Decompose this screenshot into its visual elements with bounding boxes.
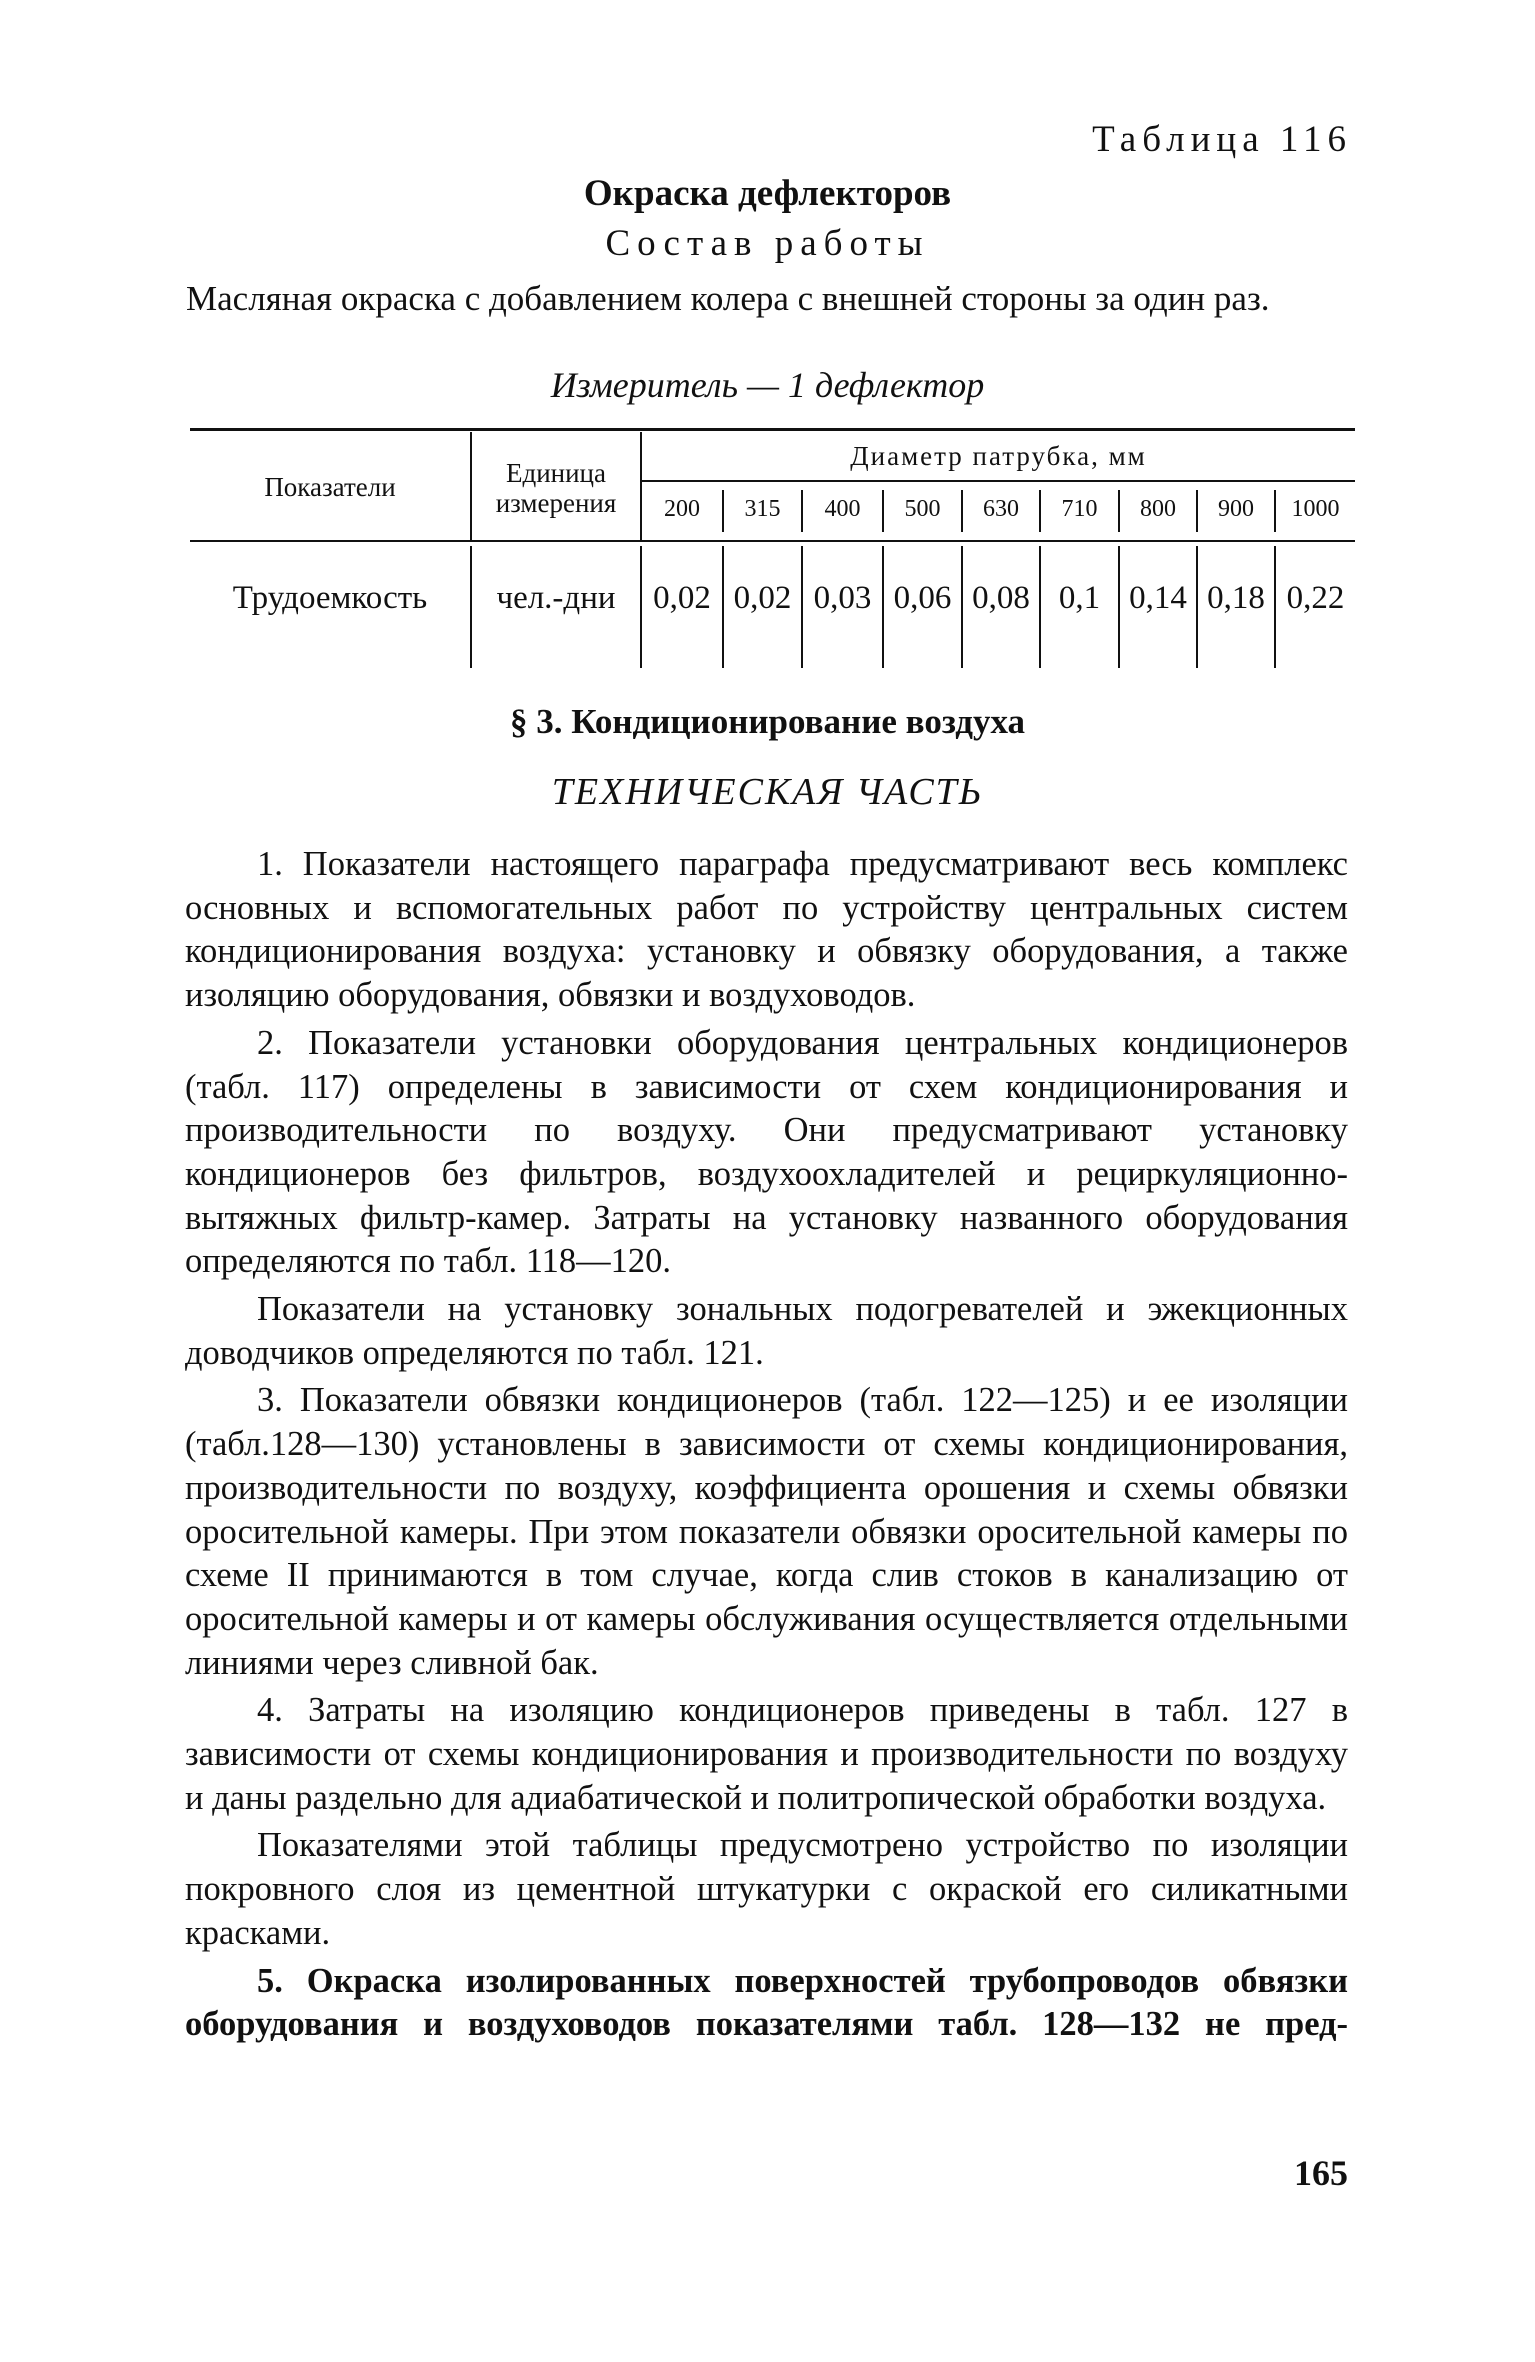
table-cell: 0,06	[893, 580, 952, 616]
table-header-rule	[190, 540, 1355, 542]
section-heading: § 3. Кондиционирование воздуха	[509, 702, 1026, 741]
norms-table	[190, 428, 1355, 673]
diameter-header: 400	[824, 496, 861, 522]
table-cell: 0,02	[733, 580, 792, 616]
meter-line: Измеритель — 1 дефлектор	[550, 365, 985, 405]
table-cell: 0,02	[653, 580, 711, 616]
table-number: Таблица 116	[1092, 119, 1352, 160]
table-cell: 0,1	[1058, 580, 1101, 616]
col-header-unit: Единица измерения	[495, 458, 617, 518]
table-sub-rule	[640, 480, 1355, 482]
body-text	[185, 843, 1348, 2051]
paragraph: 3. Показатели обвязки кондиционеров (табл. 122—125) и ее изоляции (табл.128—130) установлены в зависимости от схемы кондиционирования, производительности по воздуху, коэффициента орошения и схемы обвязки оросительной камеры. При этом показатели обвязки оросительной камеры по схеме II принимаются в том случае, когда слив стоков в канализацию от оросительной камеры и от камеры обслуживания осуществляется отдельными линиями через сливной бак.	[185, 1381, 1348, 1682]
paragraph: 5. Окраска изолированных поверхностей трубопроводов обвязки оборудования и воздуховодов показателями табл. 128—132 не пред-	[185, 1961, 1348, 2044]
paragraph: Показателями этой таблицы предусмотрено устройство по изоляции покровного слоя из цементной штукатурки с окраской его силикатными красками.	[185, 1826, 1348, 1952]
paragraph: 1. Показатели настоящего параграфа предусматривают весь комплекс основных и вспомогательных работ по устройству центральных систем кондиционирования воздуха: установку и обвязку оборудования, а также изоляцию оборудования, обвязки и воздуховодов.	[185, 845, 1348, 1015]
col-header-diameter: Диаметр патрубка, мм	[850, 441, 1147, 471]
composition-heading: Состав работы	[605, 223, 930, 264]
diameter-header: 900	[1218, 496, 1254, 522]
paragraph: 4. Затраты на изоляцию кондиционеров приведены в табл. 127 в зависимости от схемы кондиционирования и производительности по воздуху и даны раздельно для адиабатической и политропической обработки воздуха.	[185, 1691, 1348, 1817]
table-top-rule	[190, 428, 1355, 431]
work-description: Масляная окраска с добавлением колера с внешней стороны за один раз.	[186, 279, 1270, 318]
diameter-header: 315	[744, 496, 781, 522]
section-subheading: ТЕХНИЧЕСКАЯ ЧАСТЬ	[551, 771, 984, 813]
diameter-header: 1000	[1291, 496, 1340, 522]
diameter-header: 800	[1140, 496, 1176, 522]
table-cell: 0,08	[972, 580, 1030, 616]
diameter-header: 200	[664, 496, 700, 522]
diameter-header: 630	[983, 496, 1019, 522]
row-unit: чел.-дни	[496, 580, 616, 616]
diameter-header: 710	[1061, 496, 1098, 522]
table-cell: 0,03	[813, 580, 872, 616]
table-cell: 0,14	[1129, 580, 1187, 616]
page-number: 165	[1294, 2153, 1348, 2193]
table-title: Окраска дефлекторов	[583, 173, 952, 214]
table-cell: 0,22	[1286, 580, 1345, 616]
paragraph: Показатели на установку зональных подогревателей и эжекционных доводчиков определяются по табл. 121.	[185, 1290, 1348, 1372]
col-header-indicator: Показатели	[264, 472, 396, 502]
diameter-header: 500	[904, 496, 941, 522]
table-cell: 0,18	[1207, 580, 1265, 616]
row-indicator: Трудоемкость	[232, 580, 428, 616]
paragraph: 2. Показатели установки оборудования центральных кондиционеров (табл. 117) определены в зависимости от схем кондиционирования и производительности по воздуху. Они предусматривают установку кондиционеров без фильтров, воздухоохладителей и рециркуляционно-вытяжных фильтр-камер. Затраты на установку названного оборудования определяются по табл. 118—120.	[185, 1023, 1348, 1281]
